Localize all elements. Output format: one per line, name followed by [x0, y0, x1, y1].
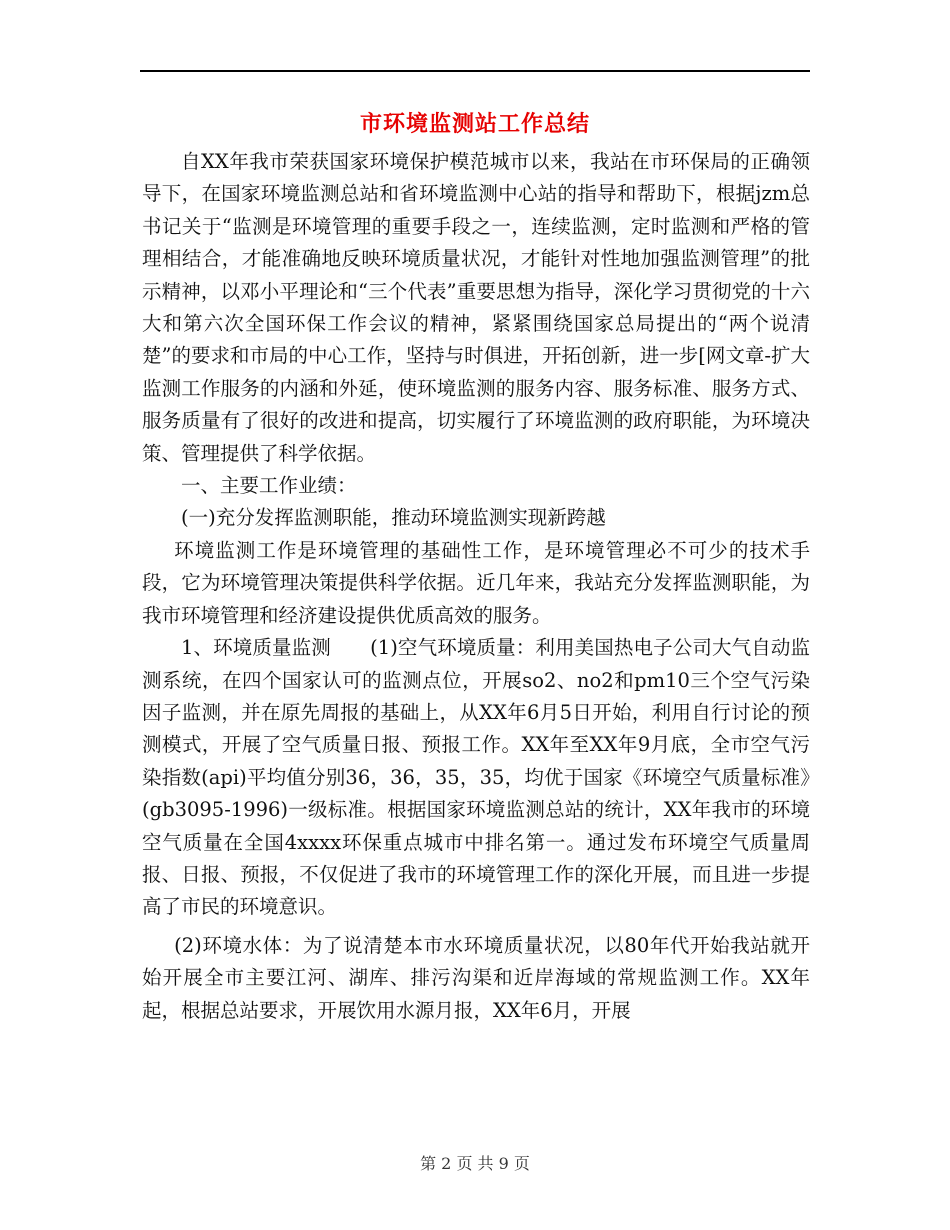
document-body — [142, 146, 810, 1027]
monitoring-paragraph: 环境监测工作是环境管理的基础性工作，是环境管理必不可少的技术手段，它为环境管理决策提供科学依据。近几年来，我站充分发挥监测职能，为我市环境管理和经济建设提供优质高效的服务。 — [142, 538, 810, 627]
page-footer: 第 2 页 共 9 页 — [420, 1154, 530, 1173]
document-title: 市环境监测站工作总结 — [359, 112, 590, 137]
intro-paragraph: 自XX年我市荣获国家环境保护模范城市以来，我站在市环保局的正确领导下，在国家环境监测总站和省环境监测中心站的指导和帮助下，根据jzm总书记关于“监测是环境管理的重要手段之一，连续监测，定时监测和严格的管理相结合，才能准确地反映环境质量状况，才能针对性地加强监测管理”的批示精神，以邓小平理论和“三个代表”重要思想为指导，深化学习贯彻党的十六大和第六次全国环保工作会议的精神，紧紧围绕国家总局提出的“两个说清楚”的要求和市局的中心工作，坚持与时俱进，开拓创新，进一步[网文章-扩大监测工作服务的内涵和外延，使环境监测的服务内容、服务标准、服务方式、服务质量有了很好的改进和提高，切实履行了环境监测的政府职能，为环境决策、管理提供了科学依据。 — [142, 150, 810, 465]
section-heading: 一、主要工作业绩： — [181, 474, 357, 498]
header-rule — [140, 70, 810, 72]
subsection-heading: (一)充分发挥监测职能，推动环境监测实现新跨越 — [181, 506, 606, 530]
air-quality-paragraph: 1、环境质量监测 (1)空气环境质量：利用美国热电子公司大气自动监测系统，在四个国家认可的监测点位，开展so2、no2和pm10三个空气污染因子监测，并在原先周报的基础上，从XX年6月5日开始，利用自行讨论的预测模式，开展了空气质量日报、预报工作。XX年至XX年9月底，全市空气污染指数(api)平均值分别36，36，35，35，均优于国家《环境空气质量标准》(gb3095-1996)一级标准。根据国家环境监测总站的统计，XX年我市的环境空气质量在全国4xxxx环保重点城市中排名第一。通过发布环境空气质量周报、日报、预报，不仅促进了我市的环境管理工作的深化开展，而且进一步提高了市民的环境意识。 — [142, 636, 810, 919]
water-body-paragraph: (2)环境水体：为了说清楚本市水环境质量状况，以80年代开始我站就开始开展全市主要江河、湖库、排污沟渠和近岸海域的常规监测工作。XX年起，根据总站要求，开展饮用水源月报，XX年6月，开展 — [142, 933, 810, 1022]
